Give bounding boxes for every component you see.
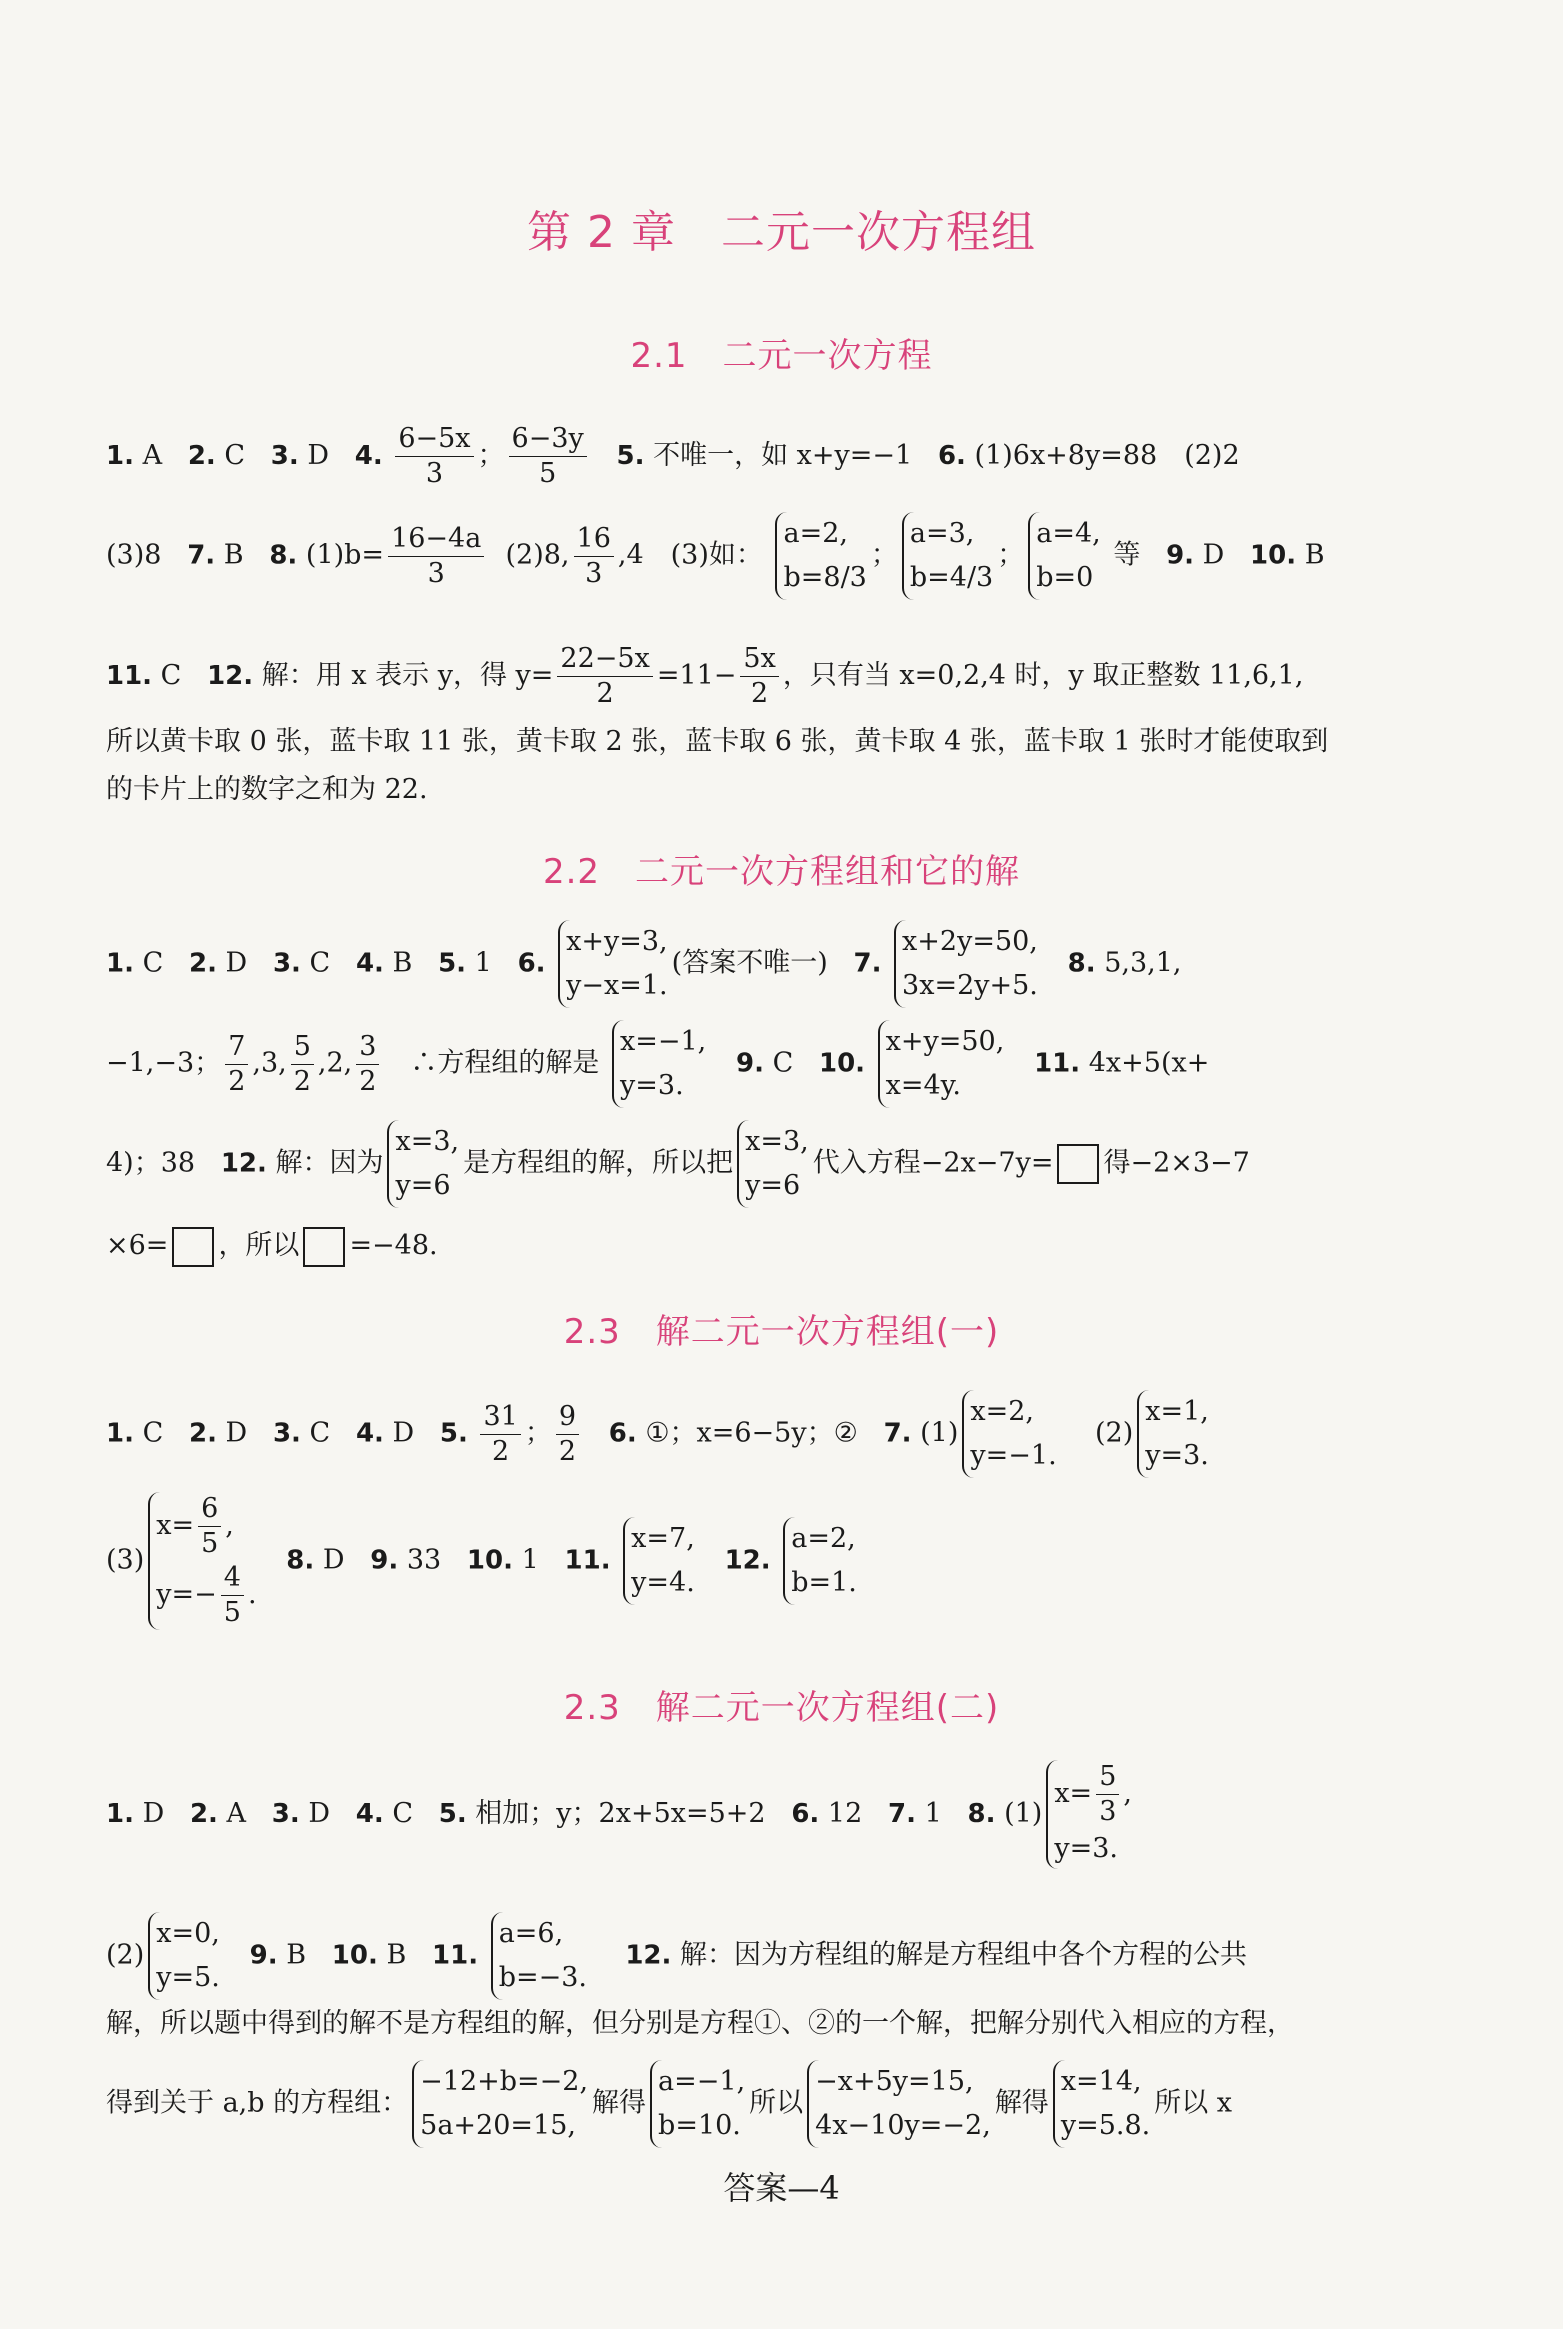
eq-part: x= (156, 1510, 195, 1541)
denominator: 2 (293, 1065, 311, 1097)
q-num: 9. (1166, 540, 1195, 571)
section-title-2-3-b: 2.3 解二元一次方程组(二) (563, 1688, 1000, 1728)
q-num: 1. (106, 1418, 134, 1449)
answer: B (223, 539, 244, 571)
equation: y=5.8. (1060, 2110, 1151, 2141)
numerator: 9 (556, 1400, 579, 1435)
denominator: 2 (751, 678, 769, 709)
s21-line-3 (106, 642, 1436, 711)
q-num: 9. (249, 1940, 278, 1971)
numerator: 5x (740, 642, 778, 677)
answer-text: =−48. (349, 1230, 438, 1261)
q-num: 5. (616, 441, 645, 471)
numerator: 31 (480, 1400, 520, 1435)
equation-system (1028, 512, 1100, 600)
separator: ； (870, 539, 898, 571)
separator: ； (524, 1417, 552, 1449)
answer: D (225, 947, 248, 979)
denominator: 5 (201, 1528, 219, 1559)
eq-part: , (1123, 1778, 1132, 1809)
equation: −x+5y=15, (815, 2066, 974, 2097)
equation-system (650, 2060, 745, 2148)
q-num: 12. (625, 1940, 672, 1971)
answer: (3)8 (106, 539, 162, 571)
equation: 4x−10y=−2, (815, 2110, 991, 2141)
equation (1054, 1760, 1132, 1829)
equation: x+y=3, (566, 926, 668, 957)
answer: ①；x=6−5y；② (645, 1417, 858, 1449)
fraction (225, 1030, 248, 1099)
equation-system (623, 1517, 695, 1605)
equation: 3x=2y+5. (902, 970, 1038, 1001)
fraction (574, 522, 614, 591)
answer: 4x+5(x+ (1088, 1047, 1210, 1079)
answer: B (392, 947, 413, 979)
equation: b=8/3 (783, 562, 867, 593)
equation: x=3, (395, 1126, 460, 1157)
q-num: 12. (207, 661, 254, 691)
answer: 相加；y；2x+5x=5+2 (475, 1798, 766, 1829)
answer: B (386, 1939, 407, 1971)
fraction (480, 1400, 520, 1469)
answer-text: ,2, (317, 1047, 353, 1079)
q-num: 2. (188, 1418, 217, 1449)
answer: (2)8, (505, 539, 570, 571)
answer: 33 (406, 1544, 442, 1576)
answer-text: −1,−3； (106, 1047, 222, 1079)
answer: B (1304, 539, 1325, 571)
answer: 5,3,1, (1104, 947, 1182, 979)
equation-system (807, 2060, 991, 2148)
q-num: 4. (355, 1418, 384, 1449)
answer: 1 (474, 947, 492, 979)
part-label: (1) (920, 1417, 959, 1449)
equation: y=3. (620, 1070, 684, 1101)
equation (156, 1561, 256, 1630)
q-num: 7. (853, 948, 882, 979)
q-num: 11. (432, 1940, 479, 1971)
denominator: 5 (223, 1597, 241, 1628)
denominator: 5 (539, 458, 557, 489)
equation-system (558, 920, 668, 1008)
denominator: 2 (228, 1065, 246, 1097)
equation: y=−1. (970, 1440, 1057, 1471)
answer: D (322, 1544, 345, 1576)
s21-line-5: 的卡片上的数字之和为 22. (106, 774, 428, 805)
eq-part: . (247, 1579, 257, 1610)
q-num: 6. (608, 1418, 637, 1449)
part-label: (2) (1095, 1417, 1134, 1449)
denominator: 3 (585, 557, 603, 589)
equation: x=14, (1060, 2066, 1142, 2097)
s21-line-1 (106, 422, 1436, 491)
equation: a=6, (498, 1918, 564, 1949)
answer: C (160, 660, 182, 691)
equation-system (737, 1120, 809, 1208)
q-num: 6. (517, 948, 546, 979)
equation-system (775, 512, 866, 600)
equation-system (878, 1020, 1005, 1108)
fraction (356, 1030, 379, 1099)
s22-line-1 (106, 920, 1436, 1008)
answer: (1)6x+8y=88 (2)2 (974, 440, 1240, 471)
answer: B (286, 1939, 307, 1971)
q-num: 1. (106, 948, 134, 979)
denominator: 3 (427, 557, 445, 589)
equation-system (148, 1912, 220, 2000)
answer: 等 (1113, 539, 1141, 571)
fraction (509, 422, 587, 491)
q-num: 8. (1067, 948, 1096, 979)
section-title-2-1: 2.1 二元一次方程 (630, 336, 933, 376)
numerator: 22−5x (557, 642, 652, 677)
equation: y=6 (745, 1170, 801, 1201)
numerator: 4 (221, 1561, 244, 1596)
eq-part: x= (1054, 1778, 1093, 1809)
equation: a=4, (1036, 518, 1101, 549)
q-num: 12. (724, 1545, 771, 1576)
equation: a=2, (791, 1523, 856, 1554)
numerator: 7 (225, 1030, 248, 1065)
equation: x=−1, (620, 1026, 707, 1057)
numerator: 16 (574, 522, 614, 557)
answer: C (309, 947, 331, 979)
equation: b=1. (791, 1567, 857, 1598)
q-num: 10. (331, 1940, 378, 1971)
chapter-title: 第 2 章 二元一次方程组 (527, 207, 1036, 258)
fraction (556, 1400, 579, 1469)
q-num: 3. (270, 441, 299, 471)
equation-system (491, 1912, 587, 2000)
equation: a=2, (783, 518, 848, 549)
q-num: 1. (106, 441, 134, 471)
q-num: 4. (355, 948, 384, 979)
answer: 12 (827, 1798, 863, 1829)
q-num: 6. (791, 1799, 820, 1829)
q-num: 5. (438, 1799, 467, 1829)
q-num: 3. (271, 1799, 300, 1829)
denominator: 3 (1099, 1796, 1117, 1827)
numerator: 5 (1096, 1760, 1119, 1795)
equation: b=0 (1036, 562, 1094, 593)
s23a-line-1 (106, 1390, 1436, 1478)
section-title-2-2: 2.2 二元一次方程组和它的解 (542, 852, 1021, 892)
equation: y=4. (631, 1567, 695, 1598)
answer-text: ,3, (252, 1047, 287, 1079)
q-num: 8. (286, 1545, 315, 1576)
answer-text: 代入方程−2x−7y= (812, 1147, 1054, 1179)
q-num: 2. (187, 441, 216, 471)
answer-text: 是方程组的解，所以把 (463, 1147, 734, 1179)
q-num: 9. (736, 1048, 764, 1079)
fraction (395, 422, 473, 491)
s22-line-3 (106, 1120, 1436, 1208)
equation-system (387, 1120, 459, 1208)
q-num: 7. (187, 540, 216, 571)
answer-text: 解：因为方程组的解是方程组中各个方程的公共 (680, 1939, 1247, 1971)
equation: y=3. (1054, 1833, 1118, 1864)
answer: D (1202, 539, 1225, 571)
answer: C (142, 947, 164, 979)
s23b-line-1 (106, 1760, 1436, 1869)
equation: x+y=50, (885, 1026, 1005, 1057)
denominator: 2 (596, 678, 614, 709)
denominator: 3 (425, 458, 444, 489)
equation-system (612, 1020, 706, 1108)
eq-part: y=− (156, 1579, 217, 1610)
s23a-line-2 (106, 1492, 1436, 1630)
answer-text: 解得 (994, 2087, 1049, 2119)
answer-text: 得−2×3−7 (1103, 1147, 1250, 1179)
q-num: 3. (272, 948, 301, 979)
q-num: 11. (1034, 1048, 1081, 1079)
numerator: 3 (356, 1030, 379, 1065)
equation-system (783, 1517, 857, 1605)
answer: 不唯一，如 x+y=−1 (653, 440, 913, 471)
q-num: 4. (355, 1799, 384, 1829)
part-label: (2) (106, 1939, 145, 1971)
fraction (1096, 1760, 1119, 1829)
equation-system (148, 1492, 256, 1630)
fraction (198, 1492, 221, 1561)
q-num: 3. (272, 1418, 301, 1449)
answer: 1 (924, 1798, 942, 1829)
answer-text: 得到关于 a,b 的方程组： (106, 2087, 409, 2119)
blank-box (303, 1227, 345, 1267)
answer: D (225, 1417, 248, 1449)
q-num: 2. (189, 1799, 218, 1829)
q-num: 7. (883, 1418, 912, 1449)
q-num: 8. (269, 540, 298, 571)
equation: x=1, (1145, 1396, 1209, 1427)
answer-text: 解：用 x 表示 y，得 y= (261, 660, 554, 691)
q-num: 6. (937, 441, 966, 471)
fraction (291, 1030, 314, 1099)
equation-system (1137, 1390, 1209, 1478)
fraction (388, 522, 484, 591)
q-num: 10. (466, 1545, 513, 1576)
numerator: 16−4a (388, 522, 484, 557)
s23b-line-3: 解，所以题中得到的解不是方程组的解，但分别是方程①、②的一个解，把解分别代入相应的方程， (106, 2008, 1294, 2039)
q-num: 12. (220, 1148, 267, 1179)
q-num: 5. (439, 1418, 468, 1449)
equation: x=0, (156, 1918, 220, 1949)
answer-text: ，所以 (218, 1230, 300, 1261)
q-num: 8. (967, 1799, 996, 1829)
numerator: 6−3y (509, 422, 587, 457)
part-label: (1) (1004, 1798, 1043, 1829)
equation: b=10. (658, 2110, 741, 2141)
q-num: 5. (438, 948, 467, 979)
equation: a=−1, (658, 2066, 746, 2097)
s21-line-4: 所以黄卡取 0 张，蓝卡取 11 张，黄卡取 2 张，蓝卡取 6 张，黄卡取 4 张，蓝卡取 1 张时才能使取到 (106, 726, 1329, 757)
answer: C (772, 1047, 794, 1079)
equation: b=4/3 (909, 562, 994, 593)
answer: D (392, 1417, 415, 1449)
q-num: 9. (370, 1545, 399, 1576)
answer: C (392, 1798, 413, 1829)
q-num: 11. (106, 661, 153, 691)
equation: x=2, (970, 1396, 1035, 1427)
answer: C (224, 440, 246, 471)
answer: D (307, 440, 330, 471)
eq-part: , (225, 1510, 234, 1541)
answer-text: =11− (656, 660, 737, 691)
fraction (557, 642, 652, 711)
answer: 1 (521, 1544, 539, 1576)
equation: x=7, (631, 1523, 695, 1554)
answer-text: 所以 x (1154, 2087, 1233, 2119)
equation: x+2y=50, (902, 926, 1038, 957)
separator: ； (477, 440, 505, 471)
equation-system (962, 1390, 1056, 1478)
s22-line-2 (106, 1020, 1436, 1108)
equation (156, 1492, 256, 1561)
denominator: 2 (359, 1065, 377, 1097)
equation-system (894, 920, 1038, 1008)
fraction (221, 1561, 244, 1630)
answer-text: ∴方程组的解是 (383, 1047, 600, 1079)
s23b-line-2 (106, 1912, 1436, 2000)
q-num: 10. (819, 1048, 866, 1079)
part-label: (3) (106, 1544, 145, 1576)
q-num: 10. (1250, 540, 1297, 571)
answer: A (142, 440, 163, 471)
page-footer: 答案—4 (723, 2169, 840, 2207)
s23b-line-4 (106, 2060, 1436, 2148)
numerator: 6 (198, 1492, 221, 1527)
q-num: 7. (888, 1799, 916, 1829)
answer-text: 解：因为 (275, 1147, 384, 1179)
answer: D (308, 1798, 330, 1829)
equation: 5a+20=15, (420, 2110, 576, 2141)
equation: x=4y. (885, 1070, 961, 1101)
answer: (1)b= (305, 539, 385, 571)
equation: a=3, (909, 518, 975, 549)
s21-line-2 (106, 512, 1436, 600)
s22-line-4 (106, 1226, 1436, 1267)
q-num: 2. (188, 948, 217, 979)
equation: y=6 (395, 1170, 451, 1201)
note: (答案不唯一) (671, 947, 828, 979)
equation-system (1046, 1760, 1132, 1869)
numerator: 6−5x (395, 422, 473, 457)
equation: y=5. (156, 1962, 220, 1993)
equation: y−x=1. (566, 970, 668, 1001)
denominator: 2 (558, 1435, 577, 1467)
answer-text: ×6= (106, 1230, 169, 1261)
answer: 4)；38 (106, 1147, 196, 1179)
fraction (740, 642, 778, 711)
equation-system (902, 512, 993, 600)
q-num: 11. (564, 1545, 611, 1576)
q-num: 4. (354, 441, 383, 471)
section-title-2-3-a: 2.3 解二元一次方程组(一) (563, 1312, 1000, 1352)
numerator: 5 (291, 1030, 314, 1065)
equation-system (412, 2060, 588, 2148)
denominator: 2 (492, 1435, 510, 1467)
equation: y=3. (1145, 1440, 1209, 1471)
blank-box (172, 1227, 214, 1267)
q-num: 1. (106, 1799, 134, 1829)
equation: x=3, (745, 1126, 809, 1157)
answer-text: 解得 (592, 2087, 647, 2119)
answer: D (142, 1798, 165, 1829)
answer: A (226, 1798, 247, 1829)
equation: b=−3. (498, 1962, 587, 1993)
answer: C (142, 1417, 164, 1449)
answer-text: 所以 (749, 2087, 804, 2119)
equation-system (1053, 2060, 1150, 2148)
answer: C (309, 1417, 331, 1449)
answer: ,4 (3)如： (617, 539, 763, 571)
equation: −12+b=−2, (420, 2066, 589, 2097)
separator: ； (997, 539, 1025, 571)
blank-box (1057, 1144, 1099, 1184)
answer-text: ，只有当 x=0,2,4 时，y 取正整数 11,6,1, (782, 660, 1304, 691)
